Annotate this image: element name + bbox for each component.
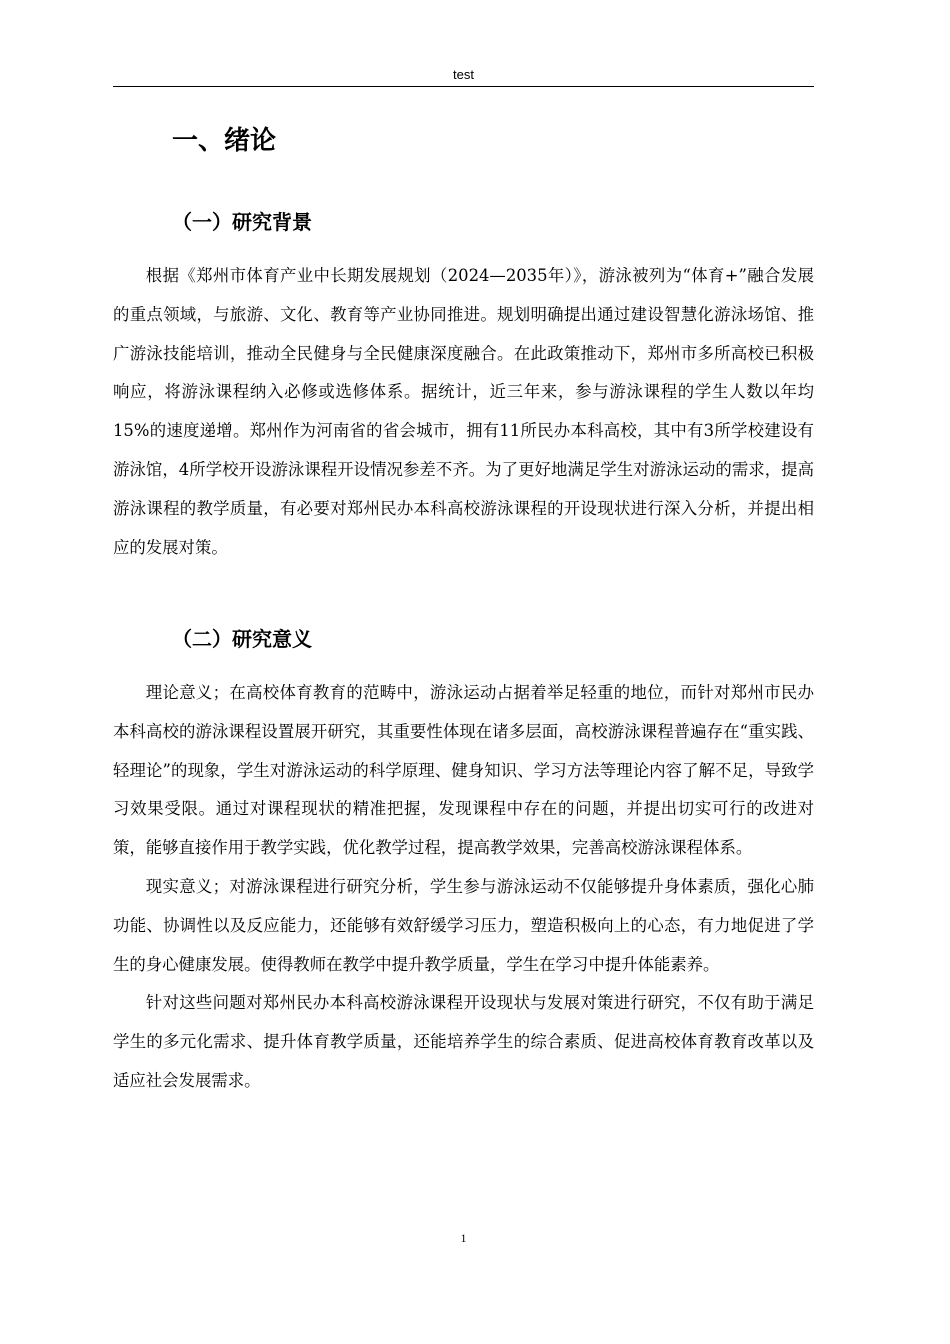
paragraph: 根据《郑州市体育产业中长期发展规划（2024—2035年）》，游泳被列为“体育+”融合发展的重点领域，与旅游、文化、教育等产业协同推进。规划明确提出通过建设智慧化游泳场馆、推广游泳技能培训，推动全民健身与全民健康深度融合。在此政策推动下，郑州市多所高校已积极响应，将游泳课程纳入必修或选修体系。据统计，近三年来，参与游泳课程的学生人数以年均15%的速度递增。郑州作为河南省的省会城市，拥有11所民办本科高校，其中有3所学校建设有游泳馆，4所学校开设游泳课程开设情况参差不齐。为了更好地满足学生对游泳运动的需求，提高游泳课程的教学质量，有必要对郑州民办本科高校游泳课程的开设现状进行深入分析，并提出相应的发展对策。 [113,266,814,557]
section-title-background: （一）研究背景 [172,210,312,234]
section-body-significance [113,674,814,1101]
section-title-significance: （二）研究意义 [172,627,312,651]
paragraph-summary: 针对这些问题对郑州民办本科高校游泳课程开设现状与发展对策进行研究，不仅有助于满足学生的多元化需求、提升体育教学质量，还能培养学生的综合素质、促进高校体育教育改革以及适应社会发展需求。 [113,993,814,1090]
page-number: 1 [460,1231,467,1245]
header-divider [113,86,814,87]
paragraph-theoretical: 理论意义；在高校体育教育的范畴中，游泳运动占据着举足轻重的地位，而针对郑州市民办本科高校的游泳课程设置展开研究，其重要性体现在诸多层面，高校游泳课程普遍存在“重实践、轻理论”的现象，学生对游泳运动的科学原理、健身知识、学习方法等理论内容了解不足，导致学习效果受限。通过对课程现状的精准把握，发现课程中存在的问题，并提出切实可行的改进对策，能够直接作用于教学实践，优化教学过程，提高教学效果，完善高校游泳课程体系。 [113,683,814,858]
page-header-text: test [453,67,474,82]
chapter-title: 一、绪论 [172,126,277,156]
paragraph-practical: 现实意义；对游泳课程进行研究分析，学生参与游泳运动不仅能够提升身体素质，强化心肺功能、协调性以及反应能力，还能够有效舒缓学习压力，塑造积极向上的心态，有力地促进了学生的身心健康发展。使得教师在教学中提升教学质量，学生在学习中提升体能素养。 [113,876,814,974]
section-body-background [113,257,814,567]
